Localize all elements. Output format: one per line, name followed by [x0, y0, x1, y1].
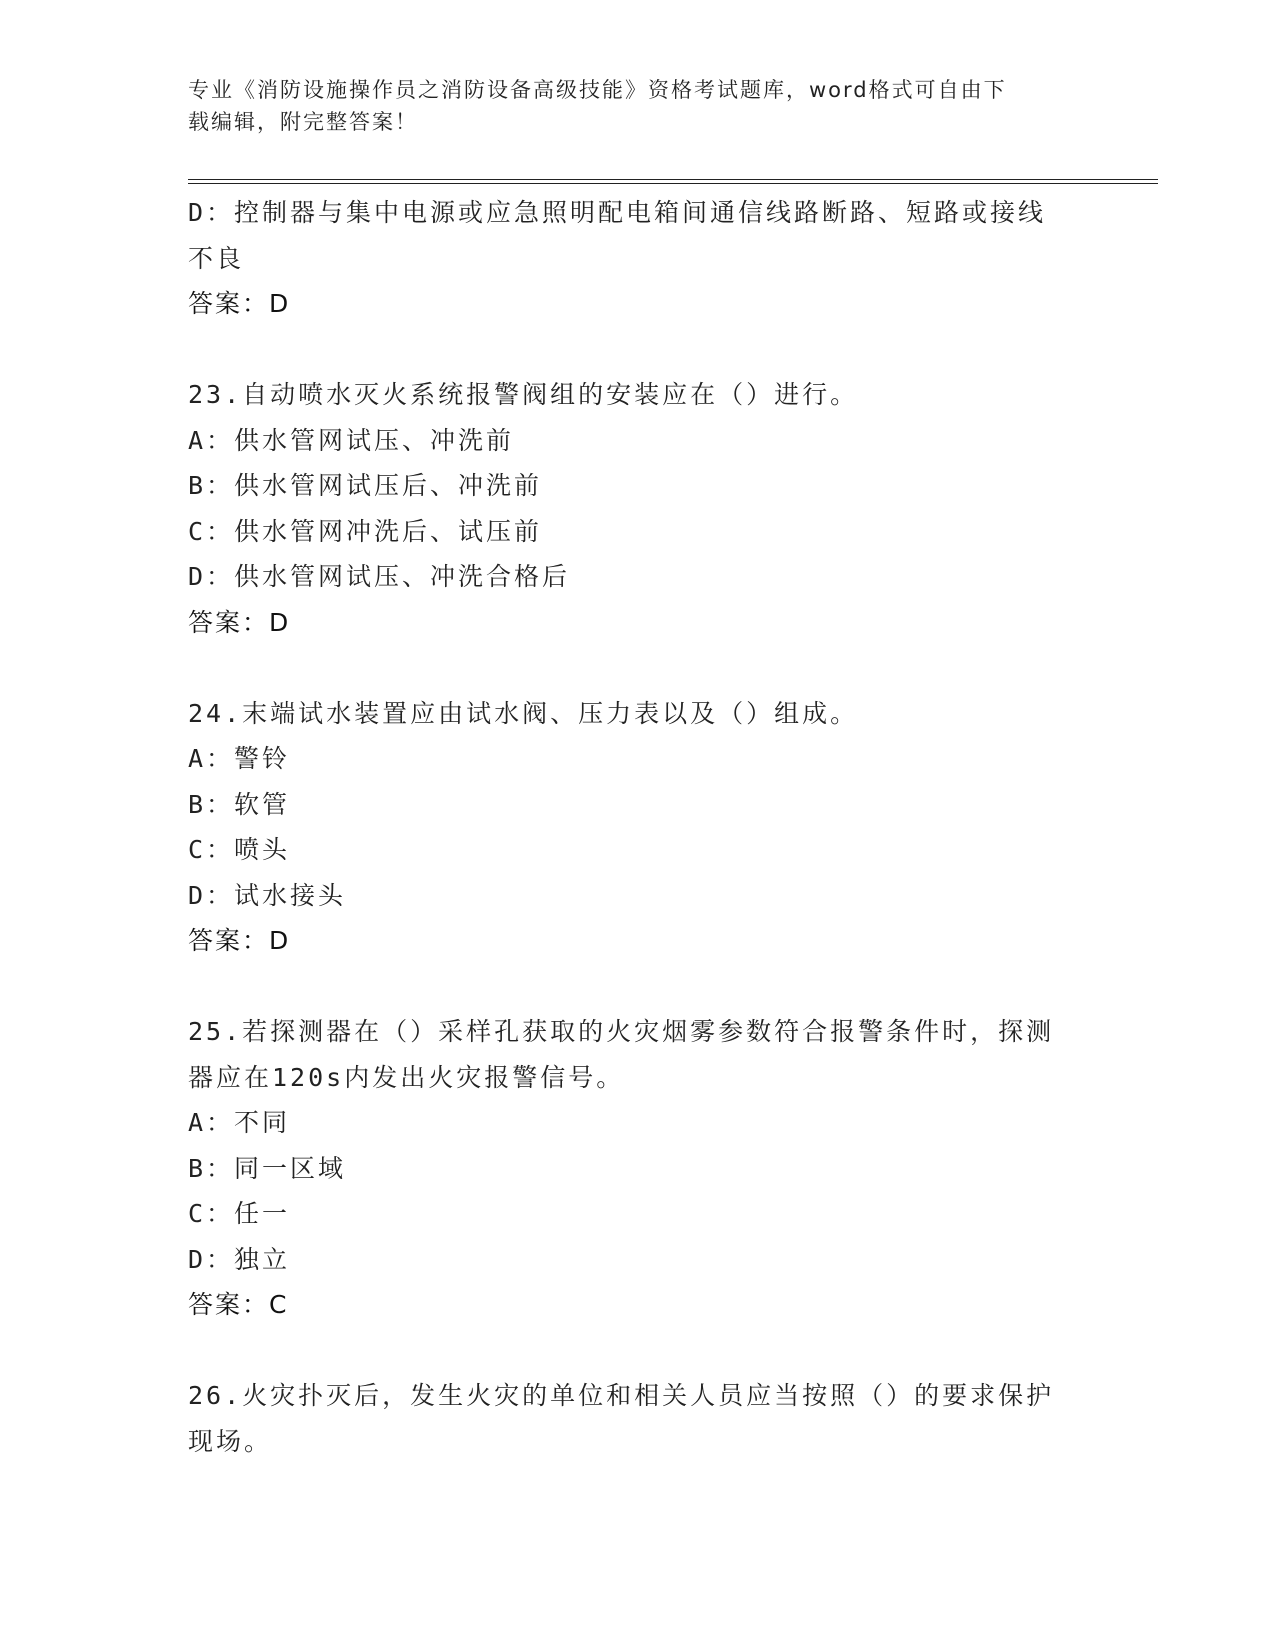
question-stem: 26.火灾扑灭后，发生火灾的单位和相关人员应当按照（）的要求保护 [188, 1381, 1055, 1410]
option-c: C：喷头 [188, 835, 291, 864]
question-24 [188, 691, 1088, 964]
answer: 答案：D [188, 926, 291, 955]
question-stem: 24.末端试水装置应由试水阀、压力表以及（）组成。 [188, 698, 859, 728]
option-c: C：任一 [188, 1199, 291, 1228]
answer: 答案：D [188, 607, 291, 637]
header-divider-bottom [188, 183, 1158, 184]
option-d: D：试水接头 [188, 880, 347, 910]
header-line-2: 载编辑，附完整答案！ [188, 110, 418, 134]
question-stem-continued: 器应在120s内发出火灾报警信号。 [188, 1062, 625, 1092]
spacer [188, 327, 1088, 373]
spacer [188, 1328, 1088, 1374]
header-line-1: 专业《消防设施操作员之消防设备高级技能》资格考试题库，word格式可自由下 [188, 78, 1007, 102]
option-b: B：同一区域 [188, 1153, 347, 1183]
option-b: B：软管 [188, 789, 291, 819]
header-divider-top [188, 179, 1158, 180]
question-stem-continued: 现场。 [188, 1426, 273, 1456]
option-a: A：警铃 [188, 744, 291, 773]
option-c: C：供水管网冲洗后、试压前 [188, 516, 543, 546]
option-a: A：供水管网试压、冲洗前 [188, 425, 515, 455]
question-stem: 25.若探测器在（）采样孔获取的火灾烟雾参数符合报警条件时，探测 [188, 1017, 1055, 1046]
question-stem: 23.自动喷水灭火系统报警阀组的安装应在（）进行。 [188, 380, 859, 409]
spacer [188, 645, 1088, 691]
question-25 [188, 1009, 1088, 1328]
question-26 [188, 1373, 1088, 1464]
option-d: D：供水管网试压、冲洗合格后 [188, 562, 571, 591]
option-d-continued: 不良 [188, 243, 245, 273]
previous-question-tail [188, 190, 1088, 327]
option-d: D：控制器与集中电源或应急照明配电箱间通信线路断路、短路或接线 [188, 198, 1047, 227]
question-content [188, 190, 1088, 1464]
option-a: A：不同 [188, 1108, 291, 1137]
answer: 答案：D [188, 289, 291, 318]
option-b: B：供水管网试压后、冲洗前 [188, 471, 543, 500]
document-header [188, 74, 1068, 138]
question-23 [188, 372, 1088, 645]
answer: 答案：C [188, 1290, 289, 1319]
option-d: D：独立 [188, 1244, 291, 1274]
spacer [188, 964, 1088, 1010]
